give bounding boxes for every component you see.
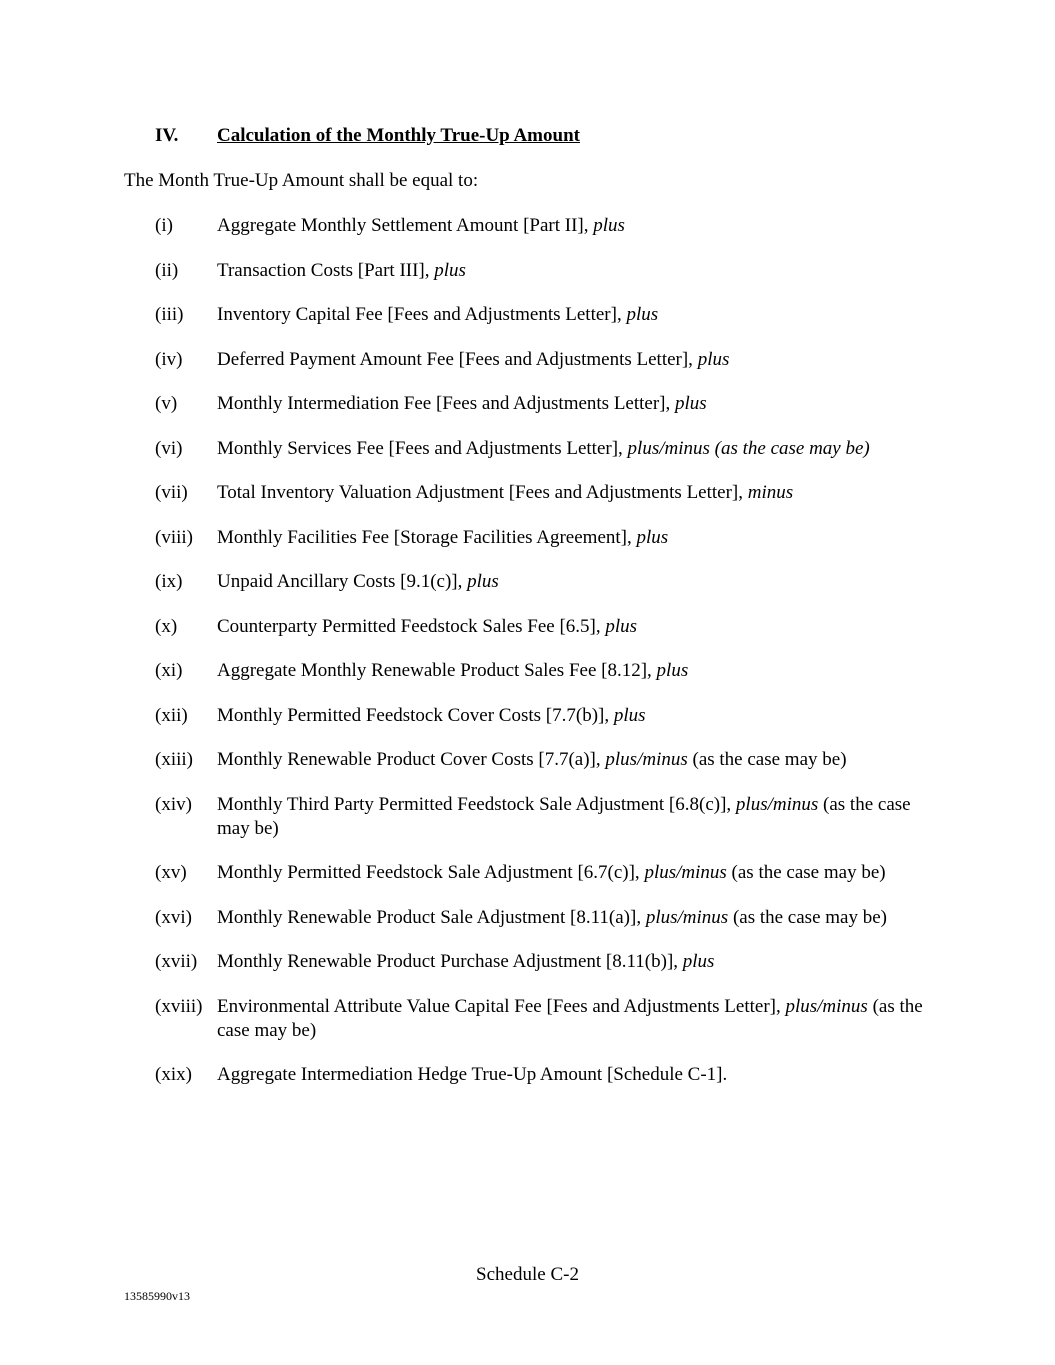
item-operator: plus	[434, 259, 466, 281]
item-text	[217, 526, 933, 550]
item-operator: plus/minus	[644, 862, 727, 883]
item-text	[217, 950, 933, 974]
item-number: (xiv)	[155, 793, 192, 815]
item-operator: plus/minus	[735, 793, 819, 815]
item-number: (xviii)	[155, 995, 203, 1017]
list-item	[155, 906, 935, 930]
item-operator: plus/minus	[605, 749, 688, 770]
list-item	[155, 348, 935, 372]
item-text	[217, 481, 933, 505]
item-body: Unpaid Ancillary Costs [9.1(c)],	[217, 571, 468, 592]
item-number: (iii)	[155, 304, 184, 325]
item-text	[217, 348, 933, 372]
item-tail: (as the case may be)	[217, 793, 911, 839]
item-body: Monthly Facilities Fee [Storage Facilities Agreement],	[217, 526, 637, 548]
item-text	[217, 659, 933, 683]
list-item	[155, 303, 935, 327]
item-body: Monthly Intermediation Fee [Fees and Adjustments Letter],	[217, 393, 676, 414]
item-text	[217, 392, 933, 416]
section-number: IV.	[155, 125, 179, 146]
item-number: (xi)	[155, 660, 183, 681]
item-text	[217, 615, 933, 639]
item-operator: plus	[675, 393, 707, 414]
item-operator: plus	[605, 615, 638, 637]
item-body: Deferred Payment Amount Fee [Fees and Adjustments Letter],	[217, 348, 698, 370]
item-body: Aggregate Monthly Renewable Product Sales Fee [8.12],	[217, 660, 657, 681]
item-operator: plus	[613, 704, 646, 726]
item-text	[217, 303, 933, 327]
item-number: (vi)	[155, 437, 183, 459]
item-operator: plus	[682, 951, 715, 972]
item-number: (xv)	[155, 862, 187, 883]
item-number: (viii)	[155, 526, 193, 548]
item-body: Monthly Renewable Product Cover Costs [7.7(a)],	[217, 749, 606, 770]
item-text	[217, 570, 933, 594]
item-operator: plus	[593, 215, 625, 236]
item-tail: (as the case may be)	[728, 906, 887, 928]
item-operator: plus	[656, 660, 689, 681]
list-item	[155, 659, 935, 683]
item-number: (i)	[155, 215, 173, 236]
item-body: Monthly Renewable Product Purchase Adjustment [8.11(b)],	[217, 951, 683, 972]
item-text	[217, 861, 933, 885]
item-body: Counterparty Permitted Feedstock Sales Fee [6.5],	[217, 615, 606, 637]
item-number: (vii)	[155, 482, 188, 503]
item-operator: plus	[697, 348, 730, 370]
item-operator: plus/minus (as the case may be)	[627, 437, 870, 459]
item-text	[217, 214, 933, 238]
list-item	[155, 950, 935, 974]
page-footer: Schedule C-2	[476, 1264, 579, 1285]
item-operator: plus	[636, 526, 669, 548]
list-item	[155, 704, 935, 728]
item-number: (ii)	[155, 259, 179, 281]
item-operator: plus/minus	[645, 906, 729, 928]
list-item	[155, 570, 935, 594]
section-heading	[155, 125, 580, 147]
item-tail: (as the case may be)	[687, 749, 847, 770]
list-item	[155, 481, 935, 505]
item-text	[217, 906, 933, 930]
intro-text: The Month True-Up Amount shall be equal to:	[124, 170, 479, 191]
item-body: Inventory Capital Fee [Fees and Adjustments Letter],	[217, 304, 627, 325]
item-body: Monthly Renewable Product Sale Adjustment [8.11(a)],	[217, 906, 646, 928]
item-body: Monthly Services Fee [Fees and Adjustments Letter],	[217, 437, 628, 459]
section-title: Calculation of the Monthly True-Up Amount	[217, 125, 580, 146]
item-operator: plus	[467, 571, 499, 592]
item-body: Total Inventory Valuation Adjustment [Fees and Adjustments Letter],	[217, 482, 748, 503]
list-item	[155, 748, 935, 772]
item-number: (ix)	[155, 571, 183, 592]
item-number: (iv)	[155, 348, 183, 370]
list-item	[155, 793, 935, 841]
list-item	[155, 526, 935, 550]
list-item	[155, 392, 935, 416]
item-text	[217, 1063, 933, 1087]
item-number: (xiii)	[155, 749, 193, 770]
list-item	[155, 1063, 935, 1087]
list-item	[155, 861, 935, 885]
item-body: Environmental Attribute Value Capital Fee [Fees and Adjustments Letter],	[217, 995, 786, 1017]
item-operator: minus	[747, 482, 794, 503]
item-body: Aggregate Intermediation Hedge True-Up Amount [Schedule C-1].	[217, 1064, 728, 1085]
list-item	[155, 214, 935, 238]
list-item	[155, 437, 935, 461]
item-number: (xvii)	[155, 951, 198, 972]
list-item	[155, 995, 935, 1043]
item-text	[217, 995, 933, 1043]
item-body: Monthly Permitted Feedstock Cover Costs [7.7(b)],	[217, 704, 614, 726]
item-body: Transaction Costs [Part III],	[217, 259, 435, 281]
item-operator: plus/minus	[785, 995, 868, 1017]
list-item	[155, 615, 935, 639]
item-number: (v)	[155, 393, 178, 414]
item-body: Monthly Permitted Feedstock Sale Adjustment [6.7(c)],	[217, 862, 645, 883]
item-text	[217, 437, 933, 461]
item-list	[155, 214, 935, 1108]
document-id: 13585990v13	[124, 1289, 190, 1303]
item-number: (xix)	[155, 1064, 192, 1085]
item-text	[217, 704, 933, 728]
item-number: (x)	[155, 615, 178, 637]
item-tail: (as the case may be)	[726, 862, 886, 883]
item-operator: plus	[626, 304, 659, 325]
item-body: Aggregate Monthly Settlement Amount [Part II],	[217, 215, 594, 236]
item-text	[217, 259, 933, 283]
item-number: (xii)	[155, 704, 188, 726]
item-text	[217, 748, 933, 772]
list-item	[155, 259, 935, 283]
item-text	[217, 793, 933, 841]
item-body: Monthly Third Party Permitted Feedstock Sale Adjustment [6.8(c)],	[217, 793, 736, 815]
item-tail: (as the case may be)	[217, 995, 923, 1041]
item-number: (xvi)	[155, 906, 192, 928]
